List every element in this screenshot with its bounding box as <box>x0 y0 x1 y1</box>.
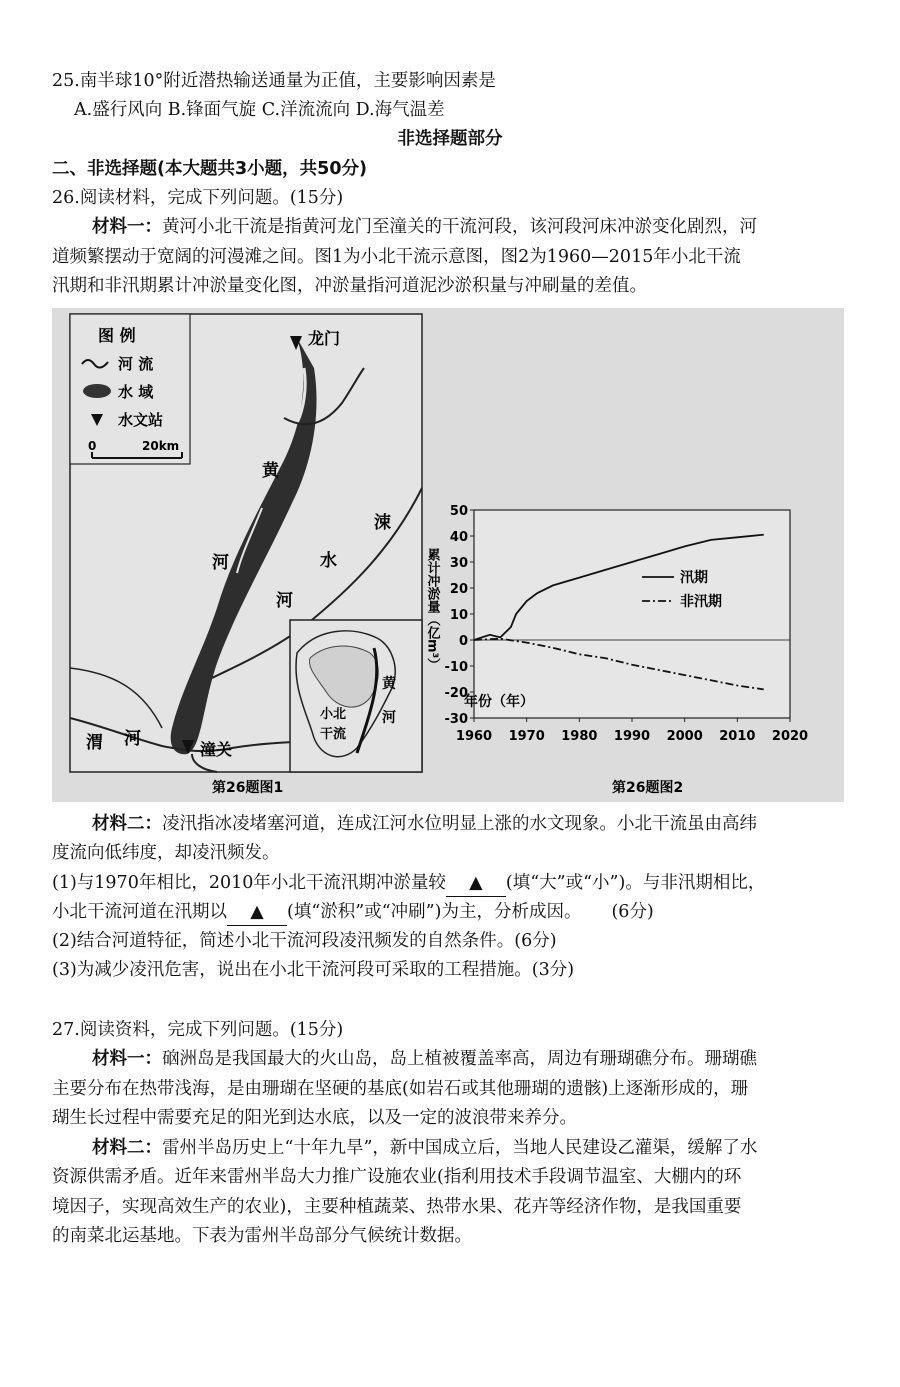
q25-stem: 25.南半球10°附近潜热输送通量为正值，主要影响因素是 <box>52 71 496 91</box>
figure-svg <box>52 308 844 802</box>
part2-title: 二、非选择题(本大题共3小题，共50分) <box>52 159 368 179</box>
y-tick-label: -20 <box>444 686 468 701</box>
x-tick-label: 2000 <box>666 729 703 744</box>
q27-material2-line3: 境因子，实现高效生产的农业)，主要种植蔬菜、热带水果、花卉等经济作物，是我国重要 <box>52 1197 742 1217</box>
q26-material2-line2: 度流向低纬度，却凌汛频发。 <box>52 843 280 863</box>
legend-title: 图 例 <box>98 326 136 345</box>
q26-material2-line1 <box>92 811 757 837</box>
inset-label-huang: 黄 <box>382 676 396 692</box>
q26-sub1-text-c: 小北干流河道在汛期以 <box>52 902 227 922</box>
q26-sub1-text-d: (填“淤积”或“冲刷”)为主，分析成因。 <box>287 902 582 922</box>
q26-material2-label: 材料二： <box>92 814 162 834</box>
q27-material1-line1 <box>92 1046 757 1072</box>
inset-label-he: 河 <box>382 710 396 726</box>
legend-river-label: 河 流 <box>118 355 154 373</box>
q27-material2-line4: 的南菜北运基地。下表为雷州半岛部分气候统计数据。 <box>52 1226 472 1246</box>
y-tick-label: 50 <box>449 504 468 519</box>
legend-water-label: 水 域 <box>118 383 154 401</box>
map-caption: 第26题图1 <box>212 780 284 796</box>
q27-material2-line2: 资源供需矛盾。近年来雷州半岛大力推广设施农业(指利用技术手段调节温室、大棚内的环 <box>52 1167 742 1187</box>
x-tick-label: 2010 <box>719 729 756 744</box>
label-longmen: 龙门 <box>308 329 341 348</box>
chart-ylabel: 累计冲淤量（亿m³） <box>424 548 440 672</box>
legend-station-label: 水文站 <box>118 411 164 429</box>
label-wei: 渭 <box>86 733 103 753</box>
x-tick-label: 1960 <box>455 729 493 744</box>
q26-material1-line3: 汛期和非汛期累计冲淤量变化图，冲淤量指河道泥沙淤积量与冲刷量的差值。 <box>52 276 647 296</box>
inset-label-ganliu: 干流 <box>320 727 347 742</box>
q26-stem: 26.阅读材料，完成下列问题。(15分) <box>52 188 344 208</box>
q26-material1-line1 <box>92 214 757 240</box>
scale-0: 0 <box>88 439 97 453</box>
label-he1: 河 <box>212 553 229 573</box>
q26-sub1-blank1[interactable]: ▲ <box>446 870 506 897</box>
y-tick-label: 0 <box>458 634 468 649</box>
x-tick-label: 1980 <box>561 729 598 744</box>
x-tick-label: 1990 <box>613 729 651 744</box>
q26-sub1-score: (6分) <box>611 902 654 922</box>
q27-material2-line1 <box>92 1135 757 1161</box>
q27-material2-text: 雷州半岛历史上“十年九旱”，新中国成立后，当地人民建设乙灌渠，缓解了水 <box>162 1138 758 1158</box>
x-tick-label: 2020 <box>771 729 809 744</box>
y-tick-label: 30 <box>449 556 468 571</box>
legend-label-2: 非汛期 <box>680 594 722 610</box>
q25-options: A.盛行风向 B.锋面气旋 C.洋流流向 D.海气温差 <box>74 100 445 120</box>
chart-caption: 第26题图2 <box>612 780 684 796</box>
legend-water-symbol <box>83 384 111 398</box>
q27-material1-label: 材料一： <box>92 1049 162 1069</box>
label-tongguan: 潼关 <box>200 740 233 759</box>
label-he3: 河 <box>124 729 141 749</box>
figure-26 <box>52 308 844 802</box>
q27-material1-text: 硇洲岛是我国最大的火山岛，岛上植被覆盖率高，周边有珊瑚礁分布。珊瑚礁 <box>162 1049 757 1069</box>
label-shui: 水 <box>320 551 337 571</box>
y-tick-label: 40 <box>449 530 468 545</box>
q26-sub3: (3)为减少凌汛危害，说出在小北干流河段可采取的工程措施。(3分) <box>52 960 575 980</box>
q27-material1-line2: 主要分布在热带浅海，是由珊瑚在坚硬的基底(如岩石或其他珊瑚的遗骸)上逐渐形成的，珊 <box>52 1079 749 1099</box>
y-tick-label: -30 <box>444 712 468 727</box>
label-he2: 河 <box>276 591 293 611</box>
section-title: 非选择题部分 <box>397 129 503 149</box>
q26-sub1-line2 <box>52 899 654 926</box>
chart-xlabel: 年份（年） <box>464 694 534 710</box>
q26-material1-line2: 道频繁摆动于宽阔的河漫滩之间。图1为小北干流示意图，图2为1960—2015年小北干流 <box>52 247 741 267</box>
q26-material2-text: 凌汛指冰凌堵塞河道，连成江河水位明显上涨的水文现象。小北干流虽由高纬 <box>162 814 757 834</box>
inset-label-xiaobei: 小北 <box>320 707 347 722</box>
q26-sub1-line1 <box>52 870 765 897</box>
q26-sub1-text-a: (1)与1970年相比，2010年小北干流汛期冲淤量较 <box>52 873 446 893</box>
y-tick-label: 10 <box>449 608 468 623</box>
q26-sub2: (2)结合河道特征，简述小北干流河段凌汛频发的自然条件。(6分) <box>52 931 557 951</box>
y-tick-label: -10 <box>444 660 468 675</box>
q26-material1-text: 黄河小北干流是指黄河龙门至潼关的干流河段，该河段河床冲淤变化剧烈，河 <box>162 217 757 237</box>
q27-material2-label: 材料二： <box>92 1138 162 1158</box>
scale-20: 20km <box>142 439 180 453</box>
q27-material1-line3: 瑚生长过程中需要充足的阳光到达水底，以及一定的波浪带来养分。 <box>52 1108 577 1128</box>
q26-sub1-blank2[interactable]: ▲ <box>227 899 287 926</box>
y-tick-label: 20 <box>449 582 468 597</box>
x-tick-label: 1970 <box>508 729 545 744</box>
q26-sub1-text-b: (填“大”或“小”)。与非汛期相比， <box>505 873 766 893</box>
q27-stem: 27.阅读资料，完成下列问题。(15分) <box>52 1020 344 1040</box>
label-huang: 黄 <box>262 461 279 481</box>
legend-label-1: 汛期 <box>680 570 708 586</box>
q26-material1-label: 材料一： <box>92 217 162 237</box>
label-su: 涑 <box>374 513 391 533</box>
